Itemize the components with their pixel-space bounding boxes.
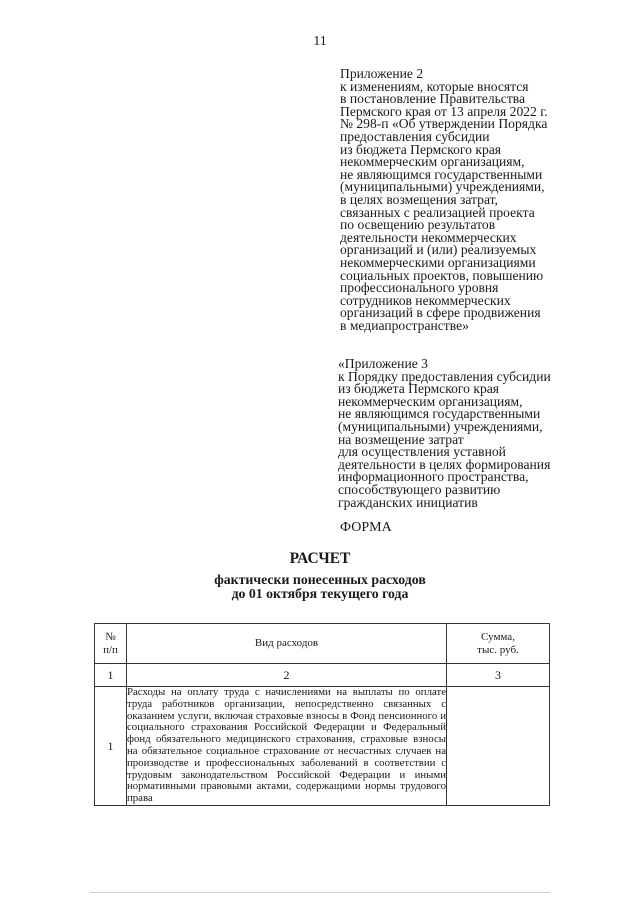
appendix2-line: некоммерческим организациям, [340,154,525,170]
appendix3-line: из бюджета Пермского края [338,381,500,397]
appendix3-line: деятельности в целях формирования [338,456,551,472]
header-amount-line: Сумма, [481,630,515,643]
header-amount-line: тыс. руб. [477,643,519,656]
appendix3-line: информационного пространства, [338,469,529,485]
row-expense-description: Расходы на оплату труда с начислениями на выплаты по оплате труда работников организации, непосредственно связанных с оказанием услуги, включая страховые взносы в Фонд пенсионного и социального страхования Российской Федерации и Федеральный фонд обязательного медицинского страхования, страховые взносы на обязательное социальное страхование от несчастных случаев на производстве и профессиональных заболеваний в соответствии с трудовым законодательством Российской Федерации и иными нормативными правовыми актами, содержащими нормы трудового права [127,686,446,805]
appendix3-line: к Порядку предоставления субсидии [338,368,551,384]
appendix2-line: в постановление Правительства [340,91,526,107]
header-amount [447,624,550,664]
row-amount-cell [447,687,550,806]
appendix2-line: № 298-п «Об утверждении Порядка [340,116,548,132]
subtitle-line: фактически понесенных расходов [214,572,426,587]
appendix2-line: сотрудников некоммерческих [340,292,511,308]
table-row [95,687,550,806]
calculation-table [94,623,550,806]
appendix2-line: из бюджета Пермского края [340,141,502,157]
appendix2-line: (муниципальными) учреждениями, [340,179,545,195]
appendix2-line: в медиапространстве» [340,317,469,333]
appendix2-line: Приложение 2 [340,66,424,81]
appendix2-line: предоставления субсидии [340,128,490,144]
appendix3-line: некоммерческим организациям, [338,393,523,409]
header-expense-type: Вид расходов [127,624,447,664]
form-label: ФОРМА [340,520,392,535]
header-number [95,624,127,664]
header-number-line: № [105,630,116,643]
appendix3-line: для осуществления уставной [338,444,506,460]
appendix3-line: «Приложение 3 [338,356,428,371]
appendix2-line: не являющимся государственными [340,166,543,182]
appendix2-line: к изменениям, которые вносятся [340,78,529,94]
appendix3-line: способствующего развитию [338,481,501,497]
table-header-row [95,624,550,664]
appendix2-line: Пермского края от 13 апреля 2022 г. [340,103,548,119]
subtitle-line: до 01 октября текущего года [231,585,409,601]
appendix2-line: социальных проектов, повышению [340,267,544,283]
column-number: 2 [127,664,447,687]
appendix2-line: организаций в сфере продвижения [340,305,541,321]
appendix2-line: связанных с реализацией проекта [340,204,535,220]
appendix3-line: гражданских инициатив [338,494,478,510]
appendix2-line: в целях возмещения затрат, [340,191,498,207]
appendix3-line: не являющимся государственными [338,406,541,422]
appendix2-line: организаций и (или) реализуемых [340,242,537,258]
appendix2-line: деятельности некоммерческих [340,229,517,245]
column-number-row [95,664,550,687]
row-number: 1 [95,687,127,806]
appendix3-line: на возмещение затрат [338,431,464,447]
appendix3-line: (муниципальными) учреждениями, [338,418,543,434]
appendix2-line: профессионального уровня [340,280,499,296]
column-number: 3 [447,664,550,687]
document-title: РАСЧЕТ [289,550,351,567]
column-number: 1 [95,664,127,687]
appendix2-line: некоммерческими организациями [340,254,536,270]
appendix2-line: по освещению результатов [340,217,496,233]
page-number: 11 [313,34,327,49]
document-subtitle [0,573,640,600]
header-number-line: п/п [103,643,118,656]
page-bottom-rule [90,892,550,893]
appendix2-block [340,68,600,332]
appendix3-block [338,358,608,509]
